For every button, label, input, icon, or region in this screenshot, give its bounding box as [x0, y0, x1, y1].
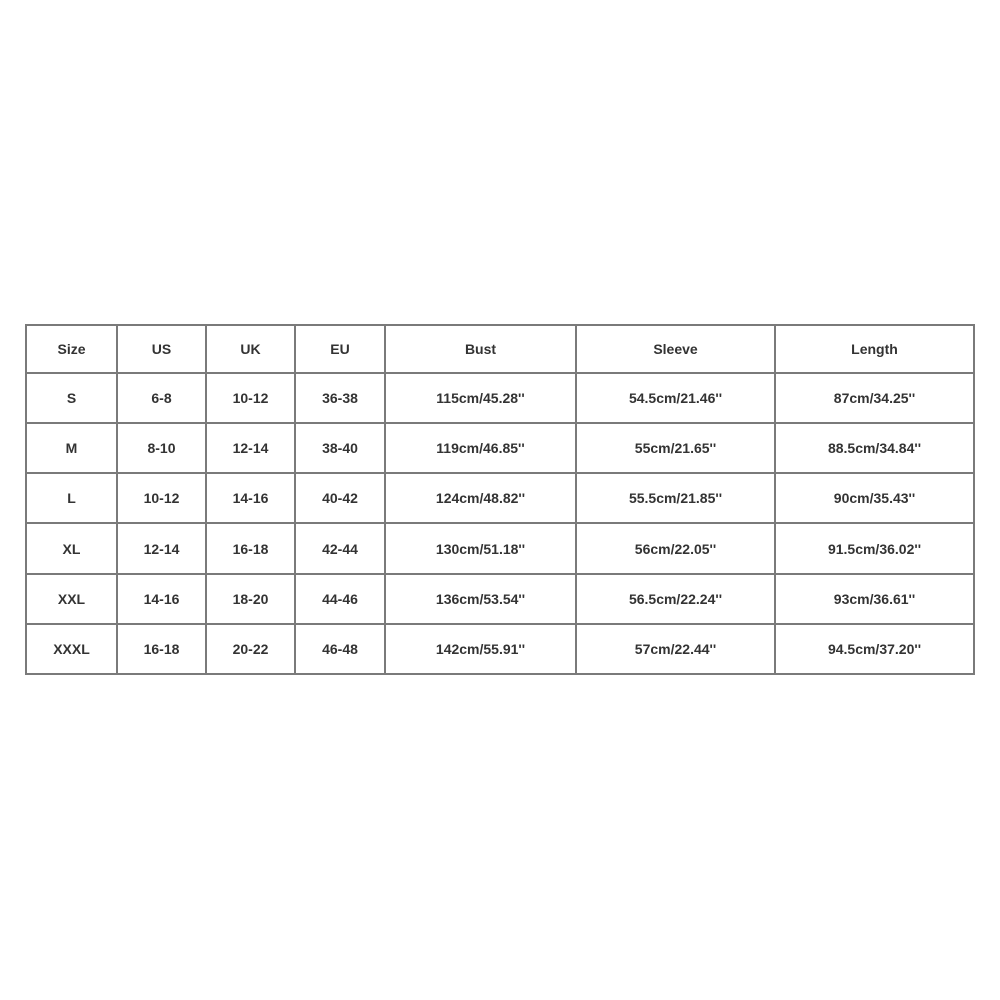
cell-size: S [26, 373, 117, 423]
cell-sleeve: 55.5cm/21.85'' [576, 473, 775, 523]
cell-eu: 44-46 [295, 574, 385, 624]
cell-us: 16-18 [117, 624, 206, 674]
cell-size: XL [26, 523, 117, 573]
table-row [26, 523, 974, 573]
cell-bust: 136cm/53.54'' [385, 574, 576, 624]
header-size: Size [26, 325, 117, 373]
header-bust: Bust [385, 325, 576, 373]
cell-length: 88.5cm/34.84'' [775, 423, 974, 473]
size-chart-table [25, 324, 975, 675]
cell-us: 10-12 [117, 473, 206, 523]
cell-length: 90cm/35.43'' [775, 473, 974, 523]
table-row [26, 473, 974, 523]
header-length: Length [775, 325, 974, 373]
cell-us: 6-8 [117, 373, 206, 423]
cell-eu: 40-42 [295, 473, 385, 523]
cell-eu: 38-40 [295, 423, 385, 473]
cell-bust: 115cm/45.28'' [385, 373, 576, 423]
cell-uk: 12-14 [206, 423, 295, 473]
table-row [26, 574, 974, 624]
cell-us: 8-10 [117, 423, 206, 473]
cell-sleeve: 56cm/22.05'' [576, 523, 775, 573]
cell-uk: 20-22 [206, 624, 295, 674]
cell-eu: 46-48 [295, 624, 385, 674]
table-row [26, 423, 974, 473]
header-sleeve: Sleeve [576, 325, 775, 373]
header-us: US [117, 325, 206, 373]
cell-length: 93cm/36.61'' [775, 574, 974, 624]
cell-length: 91.5cm/36.02'' [775, 523, 974, 573]
cell-eu: 42-44 [295, 523, 385, 573]
cell-size: XXXL [26, 624, 117, 674]
cell-size: M [26, 423, 117, 473]
cell-uk: 18-20 [206, 574, 295, 624]
cell-sleeve: 55cm/21.65'' [576, 423, 775, 473]
cell-sleeve: 54.5cm/21.46'' [576, 373, 775, 423]
cell-uk: 10-12 [206, 373, 295, 423]
header-eu: EU [295, 325, 385, 373]
cell-eu: 36-38 [295, 373, 385, 423]
table-row [26, 624, 974, 674]
table-header [26, 325, 974, 373]
cell-length: 94.5cm/37.20'' [775, 624, 974, 674]
cell-us: 14-16 [117, 574, 206, 624]
cell-sleeve: 57cm/22.44'' [576, 624, 775, 674]
table-body [26, 373, 974, 674]
cell-bust: 142cm/55.91'' [385, 624, 576, 674]
cell-sleeve: 56.5cm/22.24'' [576, 574, 775, 624]
cell-bust: 124cm/48.82'' [385, 473, 576, 523]
header-uk: UK [206, 325, 295, 373]
cell-us: 12-14 [117, 523, 206, 573]
cell-bust: 119cm/46.85'' [385, 423, 576, 473]
cell-uk: 14-16 [206, 473, 295, 523]
cell-size: XXL [26, 574, 117, 624]
header-row [26, 325, 974, 373]
cell-size: L [26, 473, 117, 523]
cell-bust: 130cm/51.18'' [385, 523, 576, 573]
cell-uk: 16-18 [206, 523, 295, 573]
table-row [26, 373, 974, 423]
cell-length: 87cm/34.25'' [775, 373, 974, 423]
